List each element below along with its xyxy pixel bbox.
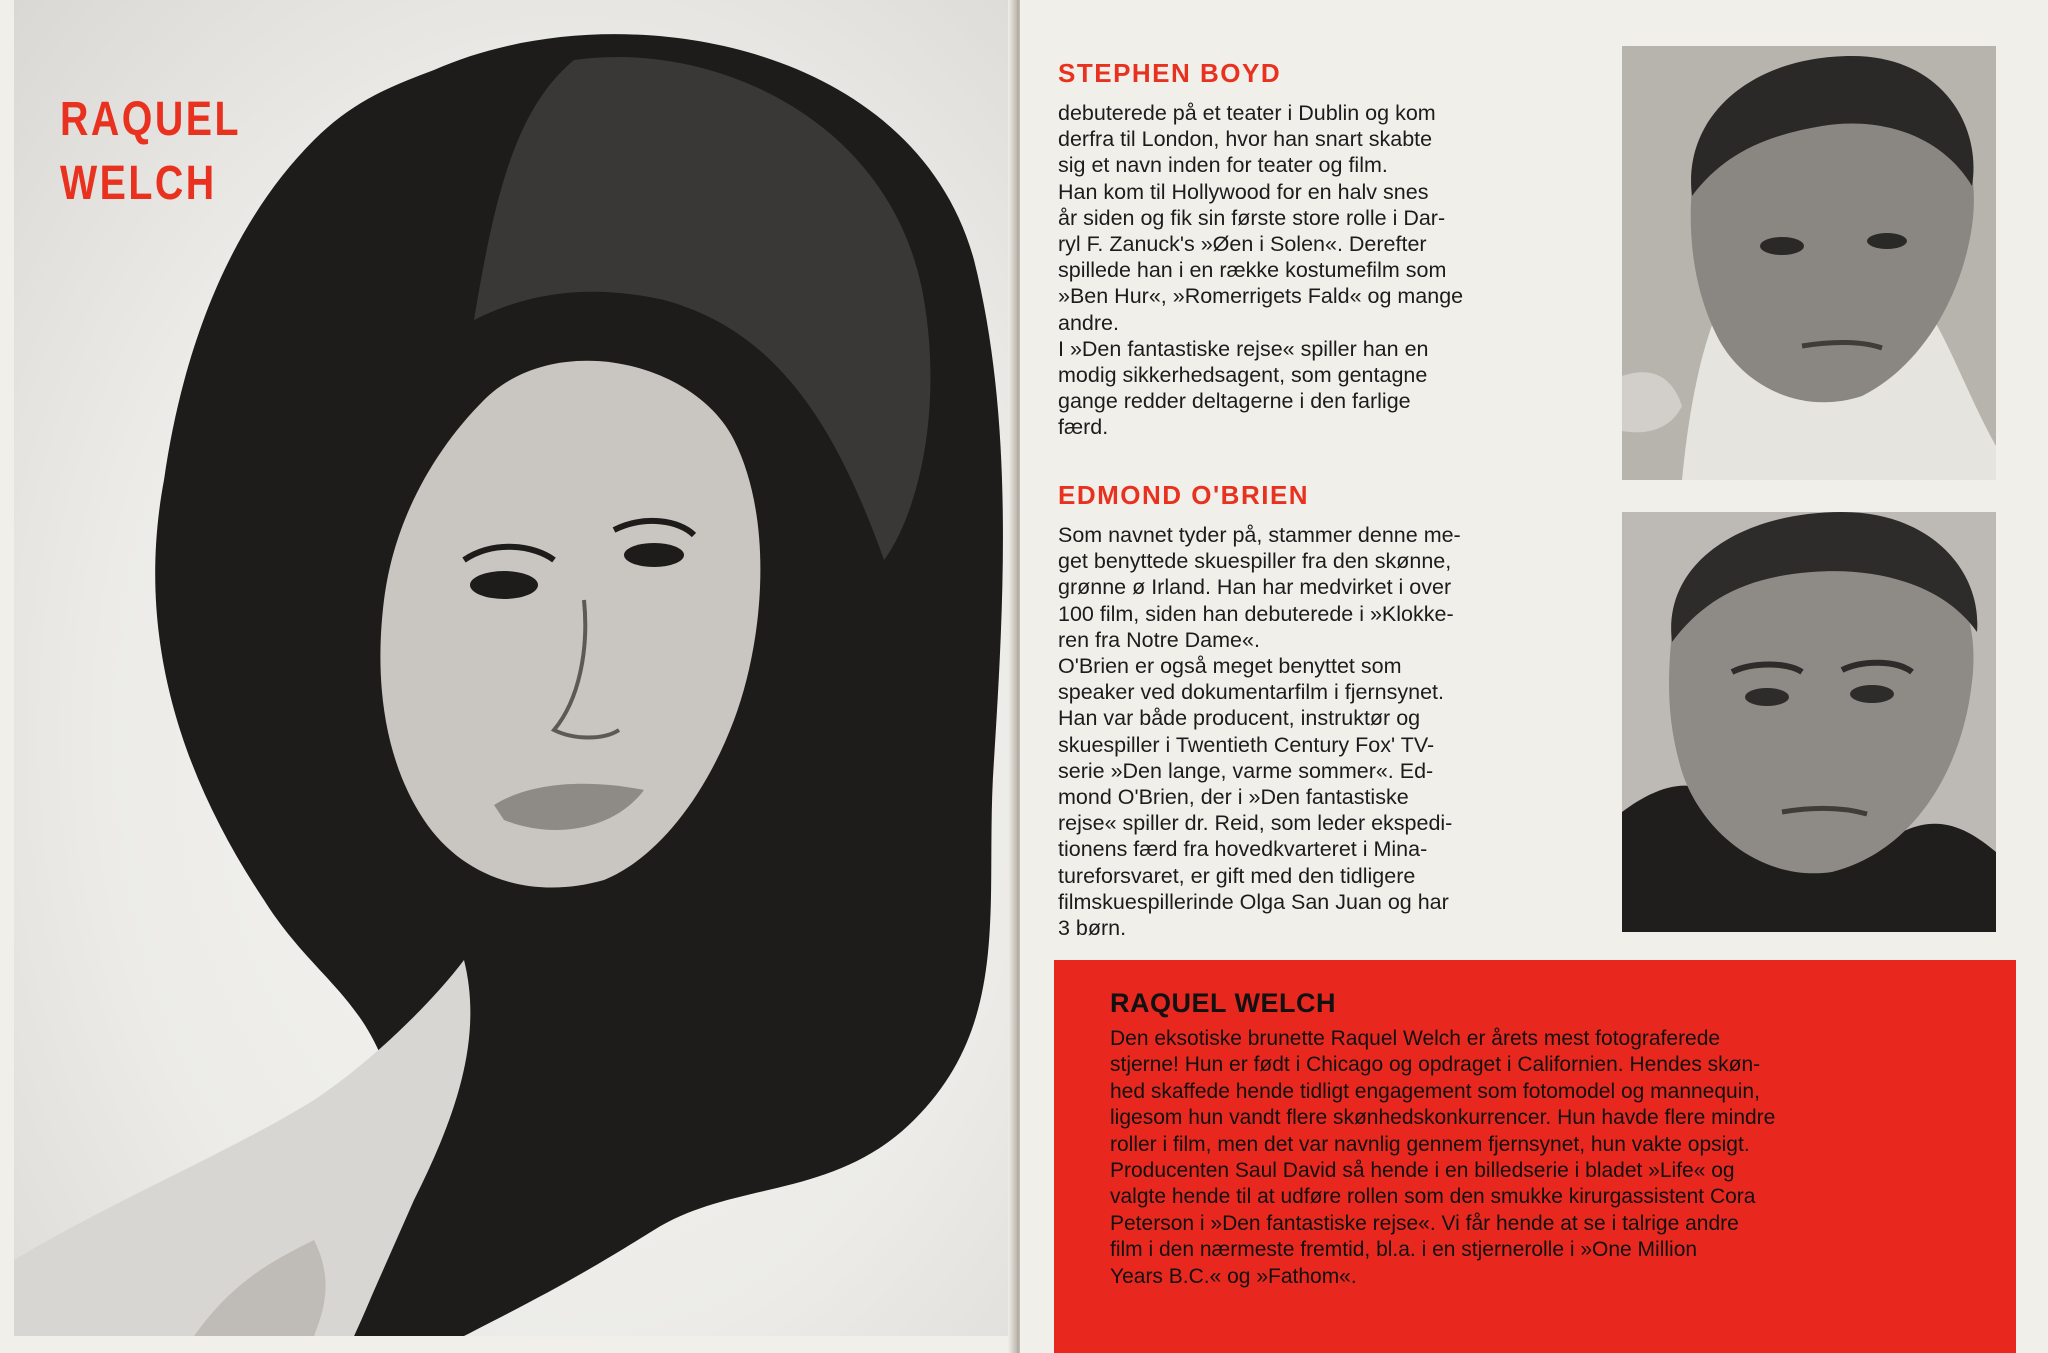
right-page <box>1020 0 2048 1353</box>
edmond-obrien-text: Som navnet tyder på, stammer denne me- get benyttede skuespiller fra den skønne, grønne ø Irland. Han har medvirket i over 100 film, siden han debuterede i »Klokke- ren fra Notre Dame«. O'Brien er også meget benyttet som speaker ved dokumentarfilm i fjernsynet. Han var både producent, instruktør og skuespiller i Twentieth Century Fox' TV- serie »Den lange, varme sommer«. Ed- mond O'Brien, der i »Den fantastiske rejse« spiller dr. Reid, som leder ekspedi- tionens færd fra hovedkvarteret i Mina- tureforsvaret, er gift med den tidligere filmskuespillerinde Olga San Juan og har 3 børn. <box>1058 523 1461 941</box>
stephen-boyd-text: debuterede på et teater i Dublin og kom derfra til London, hvor han snart skabte sig et navn inden for teater og film. Han kom til Hollywood for en halv snes år siden og fik sin første store rolle i Dar- ryl F. Zanuck's »Øen i Solen«. Derefter spillede han i en række kostumefilm som »Ben Hur«, »Romerrigets Fald« og mange andre. I »Den fantastiske rejse« spiller han en modig sikkerhedsagent, som gentagne gange redder deltagerne i den farlige færd. <box>1058 101 1464 440</box>
raquel-welch-bio-box <box>1054 960 2016 1353</box>
raquel-welch-bio-heading: RAQUEL WELCH <box>1110 988 1336 1018</box>
edmond-obrien-heading: EDMOND O'BRIEN <box>1058 480 1310 510</box>
left-title-line-1: RAQUEL <box>60 93 241 146</box>
stephen-boyd-photo-illustration <box>1622 46 1996 480</box>
stephen-boyd-photo <box>1622 46 1996 480</box>
left-page-title <box>60 88 241 216</box>
edmond-obrien-photo-illustration <box>1622 512 1996 932</box>
left-title-line-2: WELCH <box>60 157 217 210</box>
edmond-obrien-photo <box>1622 512 1996 932</box>
stephen-boyd-heading: STEPHEN BOYD <box>1058 58 1282 88</box>
raquel-welch-bio-text: Den eksotiske brunette Raquel Welch er årets mest fotograferede stjerne! Hun er født i Chicago og opdraget i Californien. Hendes skøn- hed skaffede hende tidligt engagement som fotomodel og mannequin, ligesom hun vandt flere skønhedskonkurrencer. Hun havde flere mindre roller i film, men det var navnlig gennem fjernsynet, hun vakte opsigt. Producenten Saul David så hende i en billedserie i bladet »Life« og valgte hende til at udføre rollen som den smukke kirurgassistent Cora Peterson i »Den fantastiske rejse«. Vi får hende at se i talrige andre film i den nærmeste fremtid, bl.a. i en stjernerolle i »One Million Years B.C.« og »Fathom«. <box>1110 1027 1776 1288</box>
left-page <box>0 0 1014 1353</box>
